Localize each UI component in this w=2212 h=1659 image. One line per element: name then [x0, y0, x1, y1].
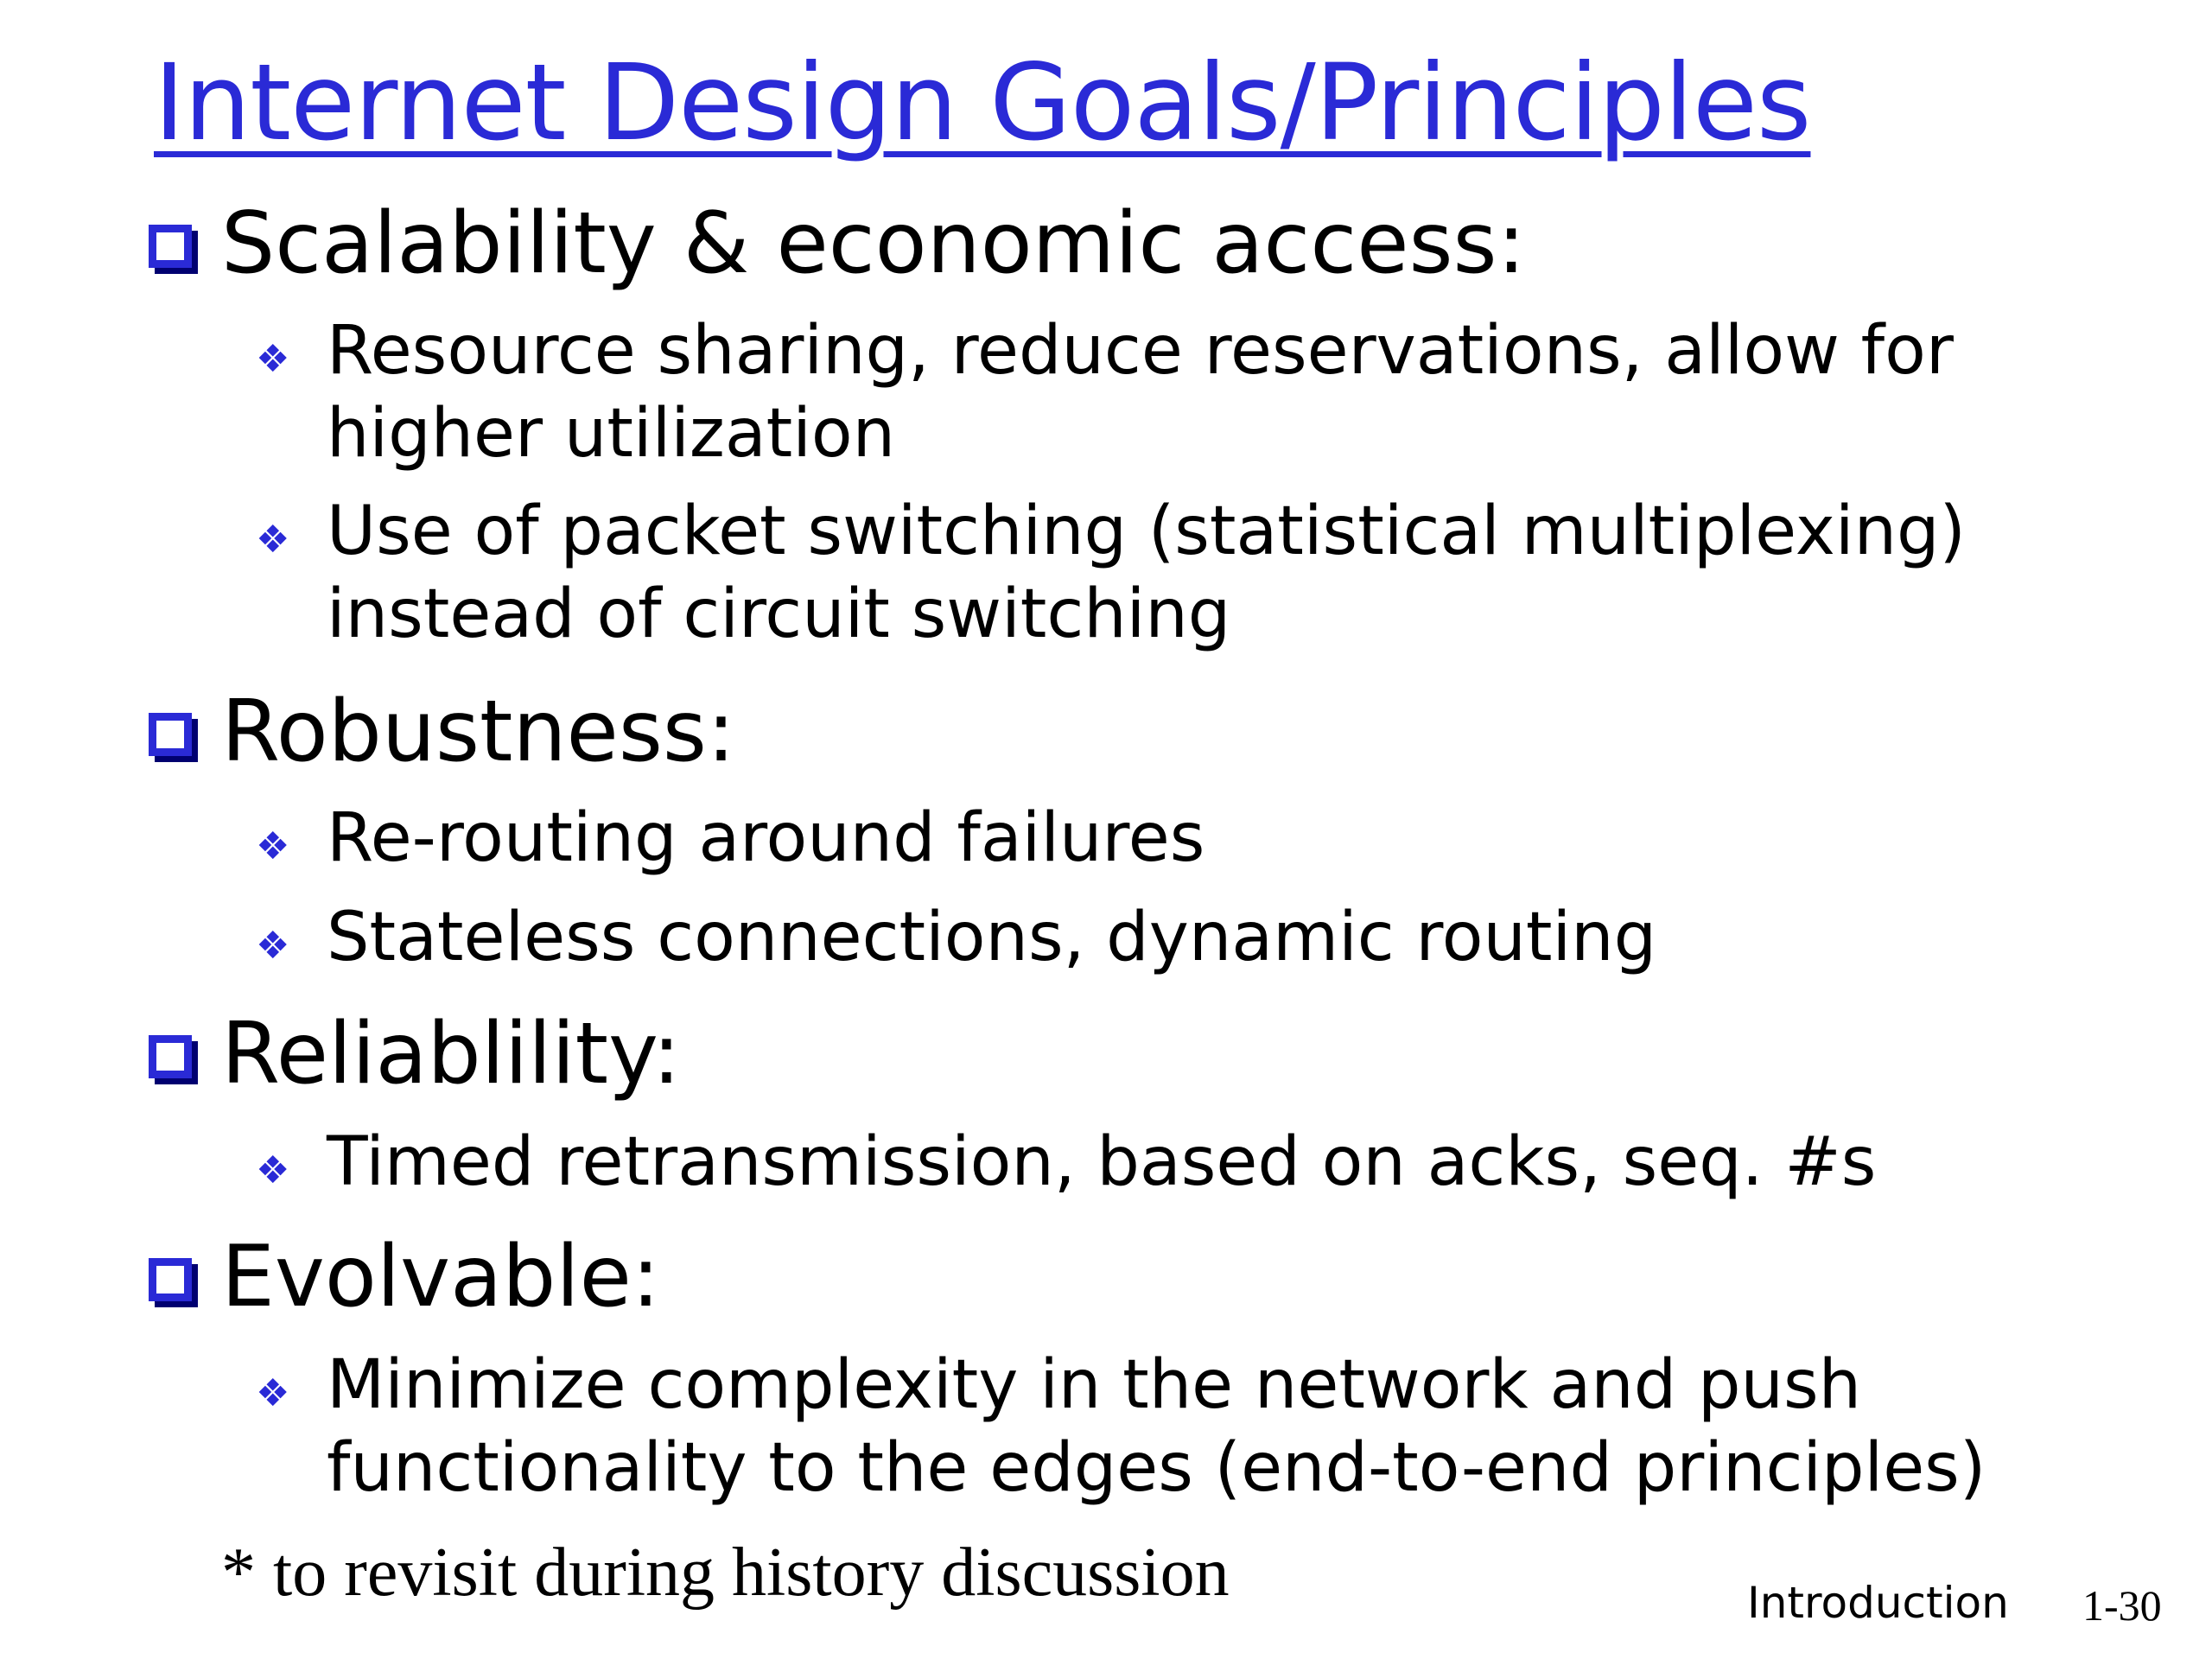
- list-item: [256, 1344, 1986, 1510]
- section-heading-scalability: [149, 192, 1526, 296]
- list-item: [256, 797, 1205, 888]
- diamond-bullet-icon: ❖: [256, 337, 290, 381]
- list-item: [256, 896, 1656, 988]
- square-bullet-icon: [149, 1258, 192, 1301]
- list-item-line: higher utilization: [327, 395, 896, 473]
- section-heading-text: Reliablility:: [221, 1005, 681, 1103]
- section-heading-text: Evolvable:: [221, 1228, 660, 1326]
- footnote: * to revisit during history discussion: [221, 1535, 1230, 1611]
- section-heading-text: Scalability & economic access:: [221, 194, 1526, 293]
- list-item-line: Re-routing around failures: [327, 799, 1205, 877]
- square-bullet-icon: [149, 713, 192, 756]
- diamond-bullet-icon: ❖: [256, 824, 290, 868]
- section-heading-robustness: [149, 680, 735, 784]
- list-item: [256, 1121, 1876, 1212]
- list-item: [256, 490, 1966, 656]
- slide-title: Internet Design Goals/Principles: [154, 41, 1811, 164]
- list-item-line: Minimize complexity in the network and push: [327, 1346, 1862, 1424]
- list-item-line: functionality to the edges (end-to-end principles): [327, 1429, 1986, 1507]
- section-heading-evolvable: [149, 1225, 660, 1329]
- page-number: 1-30: [2082, 1581, 2162, 1630]
- footer-section-label: Introduction: [1747, 1578, 2009, 1628]
- diamond-bullet-icon: ❖: [256, 924, 290, 968]
- diamond-bullet-icon: ❖: [256, 1371, 290, 1415]
- list-item-line: Stateless connections, dynamic routing: [327, 899, 1657, 976]
- square-bullet-icon: [149, 1035, 192, 1078]
- diamond-bullet-icon: ❖: [256, 518, 290, 562]
- list-item-line: Timed retransmission, based on acks, seq. #s: [327, 1123, 1877, 1201]
- diamond-bullet-icon: ❖: [256, 1148, 290, 1192]
- list-item-line: instead of circuit switching: [327, 575, 1231, 653]
- section-heading-text: Robustness:: [221, 683, 735, 781]
- list-item-line: Resource sharing, reduce reservations, allow for: [327, 312, 1954, 390]
- square-bullet-icon: [149, 225, 192, 268]
- list-item: [256, 309, 1954, 475]
- section-heading-reliability: [149, 1002, 681, 1106]
- list-item-line: Use of packet switching (statistical multiplexing): [327, 493, 1966, 570]
